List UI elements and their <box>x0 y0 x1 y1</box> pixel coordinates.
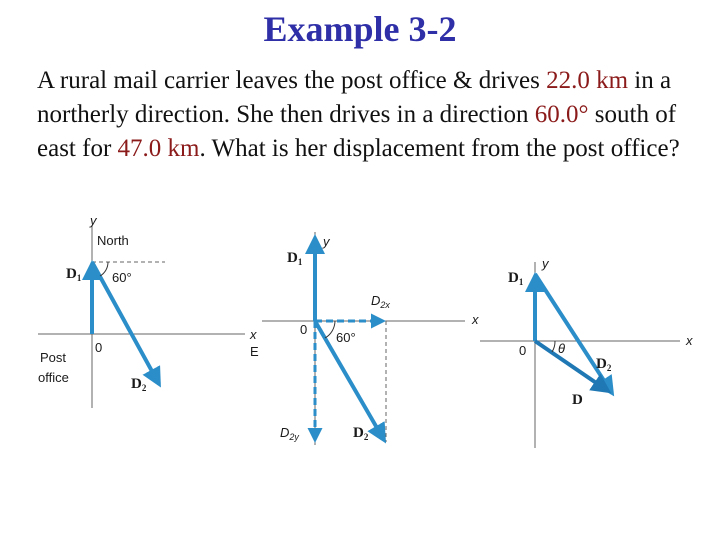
d1-d2-label: $D_2$ <box>131 376 147 393</box>
problem-text-1: A rural mail carrier leaves the post office & drives <box>37 67 540 94</box>
problem-text-2: in a northerly direction. She then drives in a direction <box>37 67 672 128</box>
distance-southeast: 47.0 km <box>117 135 200 162</box>
d1-d1-label: $D_1$ <box>66 266 82 283</box>
angle-value: 60.0° <box>534 101 589 128</box>
d3-x-label: x <box>686 333 693 348</box>
d2-y-label: y <box>323 234 330 249</box>
problem-text-3: south of east for <box>37 101 677 162</box>
d3-y-label: y <box>542 256 549 271</box>
d2-angle-arc <box>325 321 335 338</box>
d2-d2y-label: $D_{2y}$ <box>280 425 299 442</box>
d2-d2x-label: $D_{2x}$ <box>371 293 390 310</box>
d3-origin-label: 0 <box>519 343 527 358</box>
d1-east-label: E <box>250 344 259 359</box>
d1-north-label: North <box>97 233 129 248</box>
d2-x-label: x <box>472 312 479 327</box>
diagram-1 <box>38 213 259 408</box>
d3-d-label: D <box>572 392 583 408</box>
d3-theta-label: θ <box>558 341 566 356</box>
d3-d1-label: $D_1$ <box>508 270 524 287</box>
slide-title: Example 3-2 <box>263 9 457 49</box>
problem-text-4: . What is her displacement from the post office? <box>199 135 680 162</box>
d1-office-label: office <box>38 370 69 385</box>
diagram-2 <box>262 232 479 445</box>
d3-vector-d2 <box>535 274 612 393</box>
d1-angle-arc <box>100 262 108 276</box>
d3-d2-label: $D_2$ <box>596 356 612 373</box>
d3-angle-arc <box>552 341 555 352</box>
d1-post-label: Post <box>40 350 67 365</box>
d2-origin-label: 0 <box>300 322 308 337</box>
d1-angle-label: 60° <box>112 270 132 285</box>
d2-d1-label: $D_1$ <box>287 250 303 267</box>
d1-y-label: y <box>90 213 97 228</box>
diagram-3 <box>480 256 693 448</box>
distance-north: 22.0 km <box>546 67 629 94</box>
d1-x-label: x <box>250 327 257 342</box>
d2-d2-label: $D_2$ <box>353 425 369 442</box>
d1-origin-label: 0 <box>95 340 103 355</box>
d2-angle-label: 60° <box>336 330 356 345</box>
